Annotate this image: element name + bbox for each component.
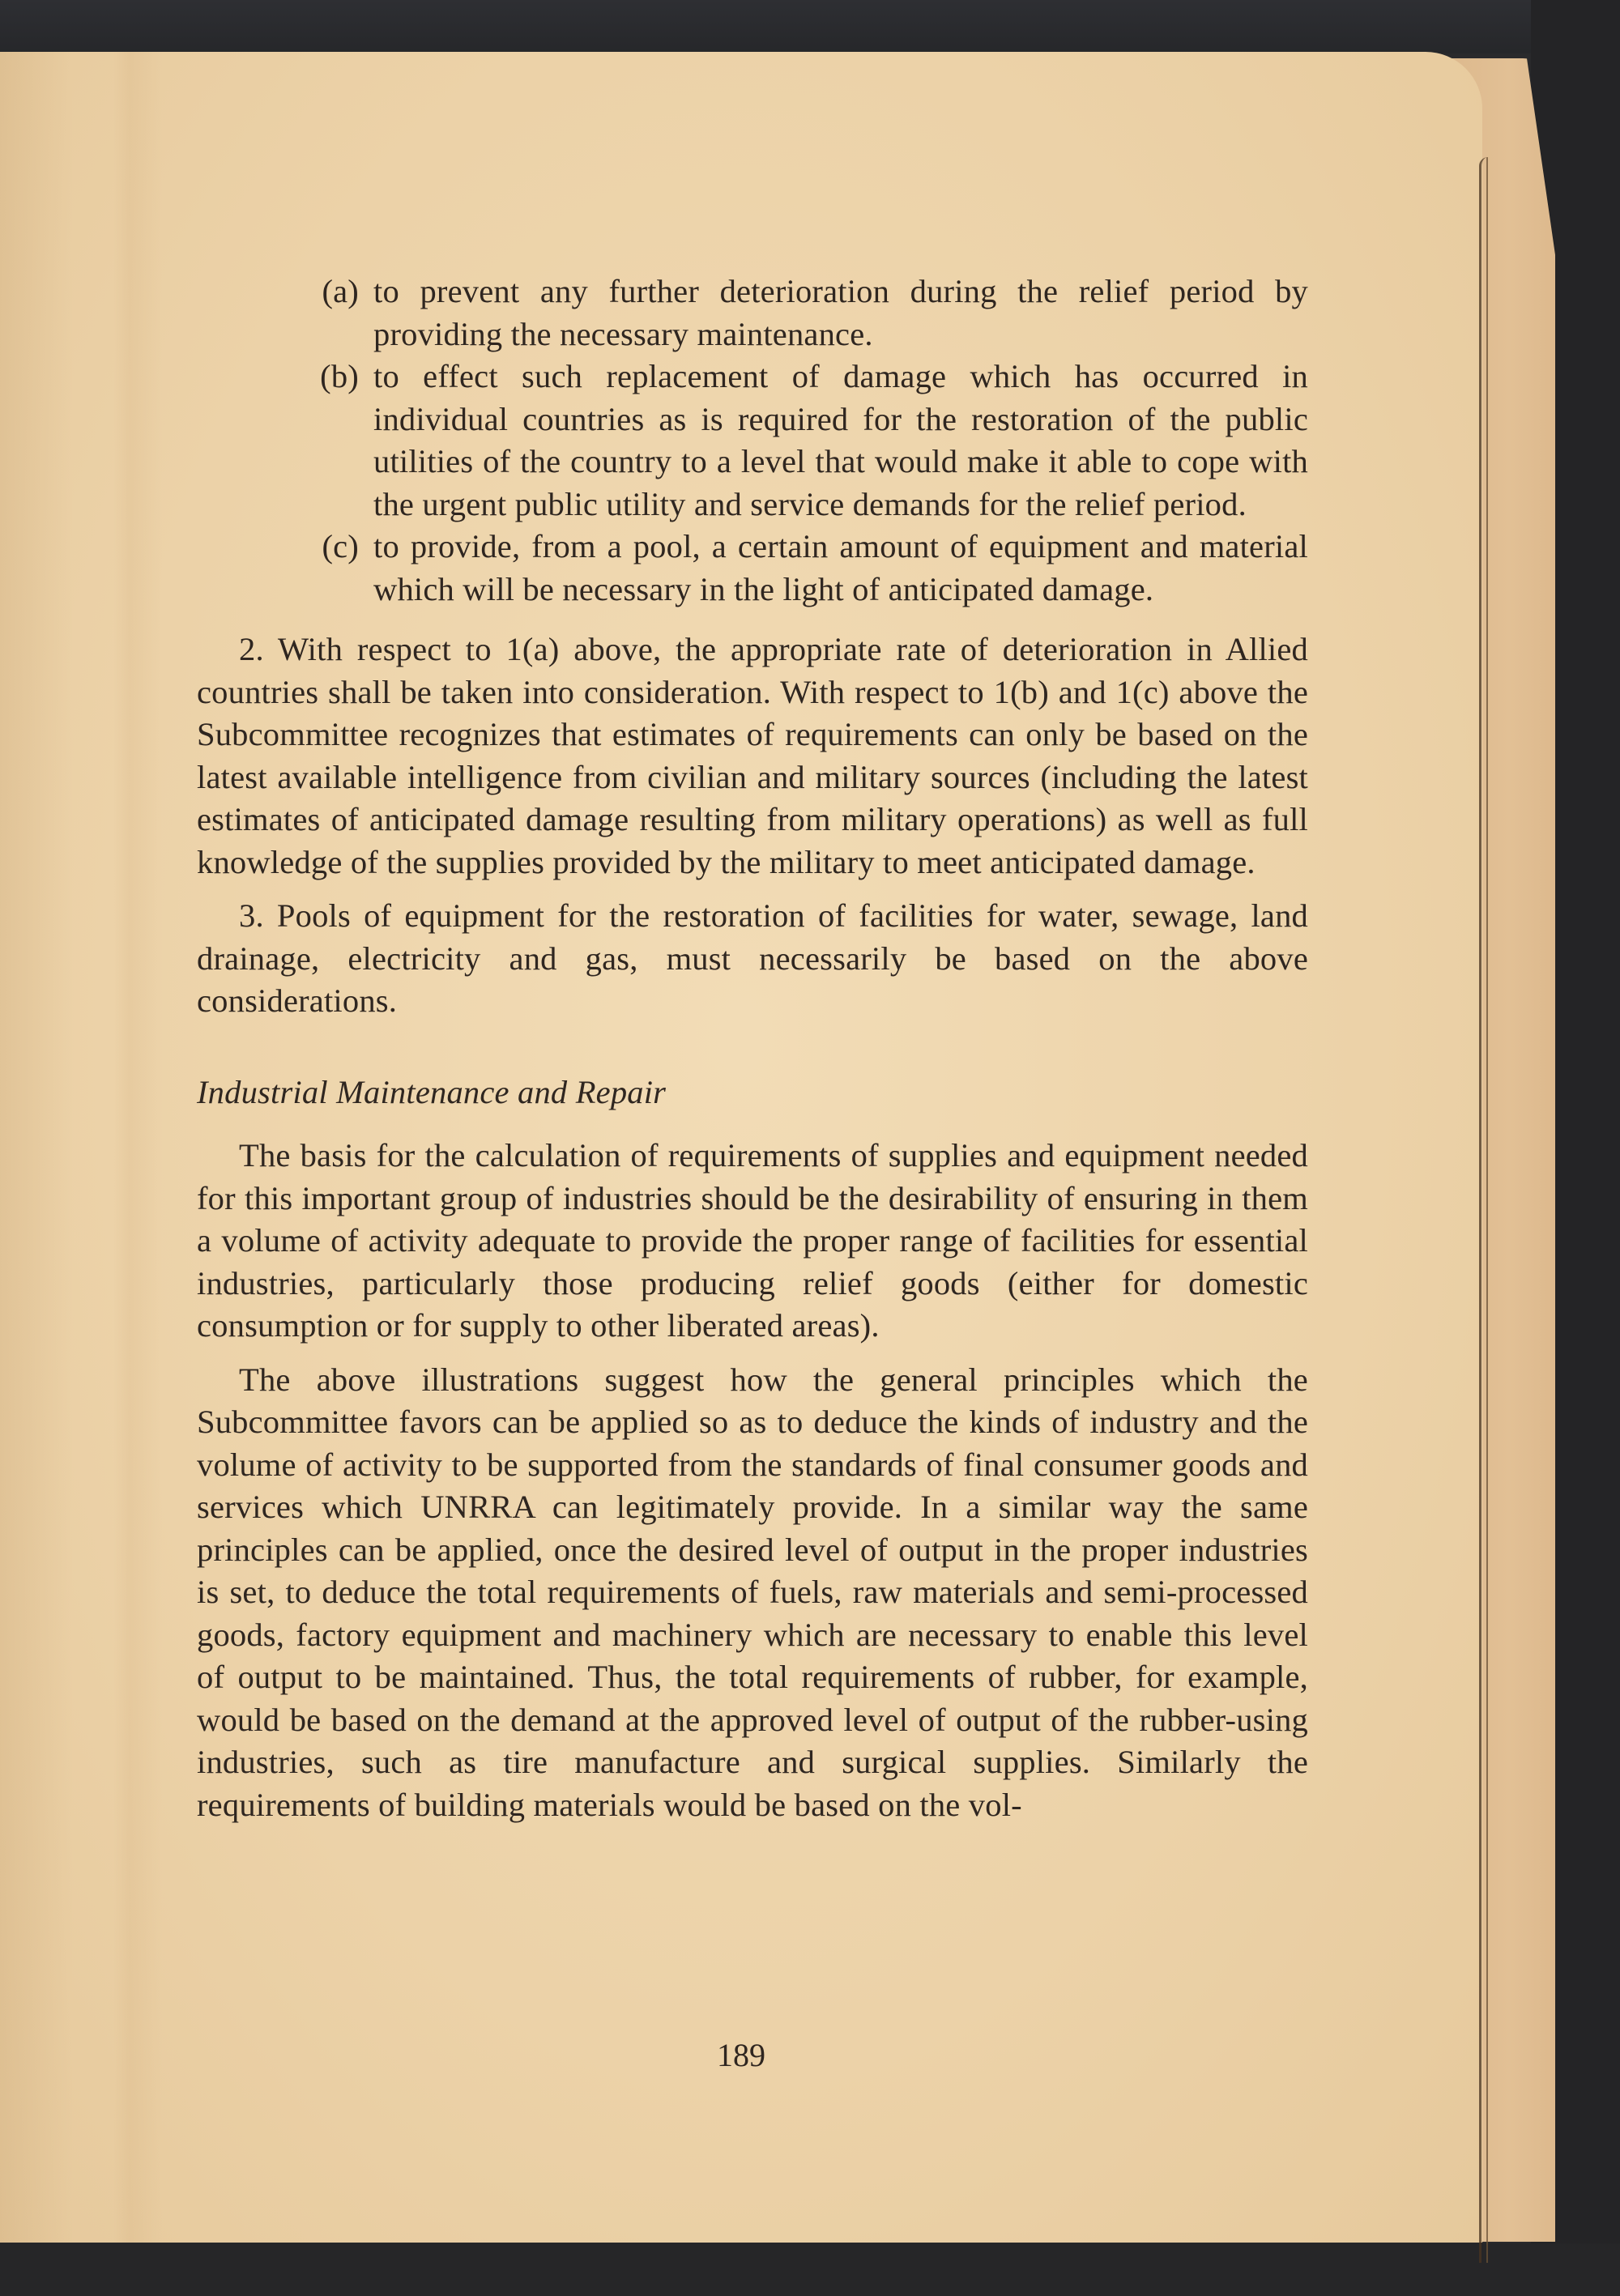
section-paragraph-1: The basis for the calculation of requirements of supplies and equipment needed for this important group of industries should be the desirability of ensuring in them a volume of activity adequate to provide the proper range of facilities for essential industries, particularly those producing relief goods (either for domestic consumption or for supply to other liberated areas).	[197, 1137, 1308, 1344]
list-marker: (b)	[320, 358, 359, 394]
scan-backdrop-top	[0, 0, 1620, 53]
list-item-text: to prevent any further deterioration during the relief period by providing the necessary maintenance.	[373, 273, 1308, 352]
list-item-text: to provide, from a pool, a certain amount of equipment and material which will be necessary in the light of anticipated damage.	[373, 528, 1308, 607]
page-text	[197, 270, 1308, 1838]
list-item-a	[302, 270, 1308, 356]
section-paragraph-2: The above illustrations suggest how the general principles which the Subcommittee favors can be applied so as to deduce the kinds of industry and the volume of activity to be supported from the standards of final consumer goods and services which UNRRA can legitimately provide. In a similar way the same principles can be applied, once the desired level of output in the proper industries is set, to deduce the total requirements of fuels, raw materials and semi-processed goods, factory equipment and machinery which are necessary to enable this level of output to be maintained. Thus, the total requirements of rubber, for example, would be based on the demand at the approved level of output of the rubber-using industries, such as tire manufacture and surgical supplies. Similarly the requirements of building materials would be based on the vol-	[197, 1361, 1308, 1823]
list-item-text: to effect such replacement of damage which has occurred in individual countries as is required for the restoration of the public utilities of the country to a level that would make it able to cope with the urgent public utility and service demands for the relief period.	[373, 358, 1308, 522]
list-item-c	[302, 526, 1308, 611]
book-page	[0, 52, 1482, 2243]
page-fold-line	[1479, 157, 1488, 2263]
list-item-b	[302, 356, 1308, 526]
page-number: 189	[717, 2037, 765, 2073]
paragraph-3: 3. Pools of equipment for the restoration of facilities for water, sewage, land drainage, electricity and gas, must necessarily be based on the above considerations.	[197, 897, 1308, 1019]
list-marker: (c)	[322, 528, 359, 564]
numbered-sublist	[302, 270, 1308, 611]
section-heading: Industrial Maintenance and Repair	[197, 1073, 667, 1110]
scan-backdrop-bottom	[0, 2243, 1620, 2296]
list-marker: (a)	[322, 273, 359, 309]
paragraph-2: 2. With respect to 1(a) above, the appropriate rate of deterioration in Allied countries shall be taken into consideration. With respect to 1(b) and 1(c) above the Subcommittee recognizes that estimates of requirements can only be based on the latest available intelligence from civilian and military sources (including the latest estimates of anticipated damage resulting from military operations) as well as full knowledge of the supplies provided by the military to meet anticipated damage.	[197, 631, 1308, 880]
